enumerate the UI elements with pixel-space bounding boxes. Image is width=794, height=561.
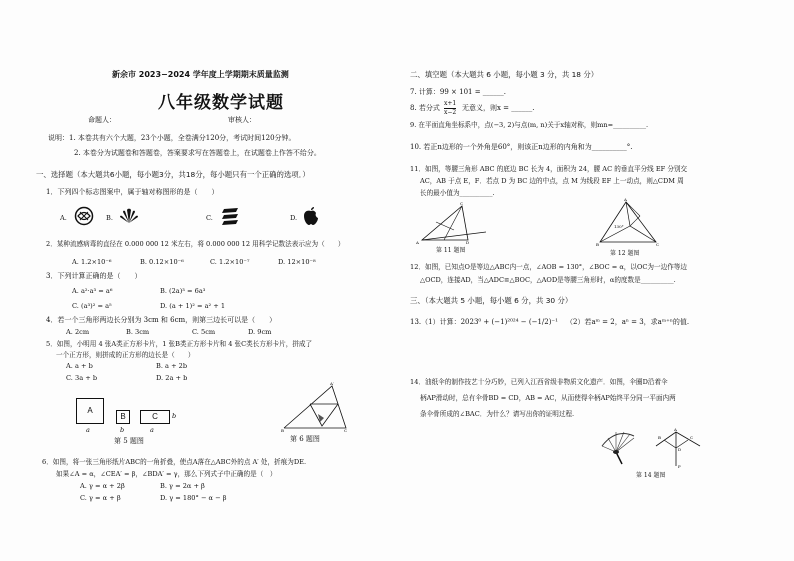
q11-text: 11．如图，等腰三角形 ABC 的底边 BC 长为 4，面积为 24，腰 AC 的垂直平分线 EF 分别交 <box>410 165 688 173</box>
q1-option-c: C. <box>206 214 213 222</box>
fig6-triangle-diagram <box>280 382 350 432</box>
q8-fraction-numerator: x+1 <box>444 100 457 107</box>
section2-heading: 二、填空题（本大题共 6 小题，每小题 3 分，共 18 分） <box>410 70 599 79</box>
instruction-line-2: 2. 本卷分为试题卷和答题卷，答案要求写在答题卷上，在试题卷上作答不给分。 <box>74 149 321 157</box>
q6-option-d: D. γ = 180° − α − β <box>160 494 227 502</box>
q1-text: 1．下列四个标志图案中，属于轴对称图形的是（ ） <box>46 188 219 196</box>
q6-option-c: C. γ = α + β <box>80 494 121 502</box>
q11-text-3: 长的最小值为__________. <box>420 189 495 197</box>
svg-text:A′: A′ <box>330 381 334 386</box>
stacked-bars-logo-icon <box>220 206 240 226</box>
fig12-equilateral-diagram <box>596 198 660 246</box>
q5-option-b: B. a + 2b <box>156 362 188 370</box>
q8-text-a: 8. 若分式 <box>410 104 440 112</box>
q1-option-b: B. <box>106 214 113 222</box>
q12-text-2: △OCD，连接AD，当△ADC≌△BOC，△AOD是等腰三角形时，α的度数是__________. <box>420 276 676 284</box>
q4-text: 4．若一个三角形两边长分别为 3cm 和 6cm，则第三边长可以是（ ） <box>46 316 277 324</box>
section1-heading: 一、选择题（本大题共6小题，每小题3分，共18分，每小题只有一个正确的选项．） <box>36 170 310 179</box>
q3-option-a: A. a²·a³ = a⁶ <box>72 287 113 295</box>
svg-text:B: B <box>281 428 284 433</box>
svg-text:C: C <box>460 201 464 206</box>
fig5-card-b: B <box>116 410 130 424</box>
q8-text-b: 无意义，则x = ______. <box>462 104 535 112</box>
q14-text: 14．油纸伞的制作技艺十分巧妙，已列入江西省级非物质文化遗产．如图，伞圈D沿着伞 <box>410 378 668 386</box>
svg-text:B: B <box>596 242 599 247</box>
fig5-label-c-side: b <box>172 412 177 420</box>
q5-option-c: C. 3a + b <box>66 374 98 382</box>
q13-part1: 13.（1）计算：2023⁰ + (−1)²⁰²⁴ − (−1/2)⁻¹ <box>410 318 558 326</box>
q6-option-a: A. γ = α + 2β <box>80 482 125 490</box>
svg-text:P: P <box>678 464 681 469</box>
huawei-logo-icon <box>118 206 140 226</box>
section3-heading: 三、（本大题共 5 小题，每小题 6 分，共 30 分） <box>410 296 573 305</box>
exam-title: 新余市 2023−2024 学年度上学期期末质量监测 <box>112 70 289 79</box>
q13-part2: （2）若aᵐ = 2，aⁿ = 3，求aᵐ⁺ⁿ的值. <box>566 318 690 326</box>
q6-option-b: B. γ = 2α + β <box>160 482 205 490</box>
q2-option-b: B. 0.12×10⁻⁶ <box>140 258 184 266</box>
q4-option-a: A. 2cm <box>66 328 90 336</box>
q5-text-2: 一个正方形，则拼成的正方形的边长是（ ） <box>56 351 195 359</box>
svg-text:A: A <box>624 197 627 202</box>
q4-option-b: B. 3cm <box>126 328 150 336</box>
fig14-umbrella-diagram <box>652 426 702 470</box>
q5-option-a: A. a + b <box>66 362 93 370</box>
fig5-card-a: A <box>76 398 104 424</box>
svg-text:A: A <box>416 240 419 245</box>
q2-option-a: A. 1.2×10⁻⁶ <box>72 258 112 266</box>
q6-text-2: 如果∠A = α，∠CEA′ = β，∠BDA′ = γ，那么下列式子中正确的是（ ） <box>56 470 277 478</box>
q1-option-d: D. <box>290 214 298 222</box>
fig5-caption: 第 5 题图 <box>114 437 144 445</box>
fig14-umbrella-photo <box>594 426 638 466</box>
q1-option-a: A. <box>60 214 67 222</box>
fig11-isosceles-diagram <box>414 202 494 244</box>
q10-text: 10. 若正n边形的一个外角是60°，则该正n边形的内角和为__________°. <box>410 143 633 151</box>
q5-text: 5．如图，小明用 4 张A类正方形卡片，1 张B类正方形卡片和 4 张C类长方形卡片，拼成了 <box>46 340 313 348</box>
fig12-caption: 第 12 题图 <box>610 250 640 257</box>
q12-text: 12．如图，已知点O是等边△ABC内一点，∠AOB = 130°，∠BOC = α，以OC为一边作等边 <box>410 263 687 271</box>
svg-text:B: B <box>658 435 661 440</box>
svg-text:A: A <box>674 427 677 432</box>
q4-option-c: C. 5cm <box>192 328 216 336</box>
q4-option-d: D. 9cm <box>248 328 272 336</box>
reviewer-label: 审核人： <box>228 116 256 124</box>
q11-text-2: AC，AB 于点 E，F．若点 D 为 BC 边的中点，点 M 为线段 EF 上一动点，则△CDM 周 <box>420 177 684 185</box>
q2-option-d: D. 12×10⁻⁸ <box>278 258 316 266</box>
q8-fraction-denominator: x−2 <box>444 109 457 116</box>
q2-text: 2．某种流感病毒的直径在 0.000 000 12 米左右，将 0.000 000 12 用科学记数法表示应为（ ） <box>46 240 345 248</box>
q5-option-d: D. 2a + b <box>156 374 188 382</box>
fig5-label-c-bottom: a <box>150 426 154 434</box>
q3-option-b: B. (2a)³ = 6a³ <box>160 287 206 295</box>
q6-text: 6．如图，将一张三角形纸片ABC的一角折叠，使点A落在△ABC外的点 A′ 处，折痕为DE. <box>42 458 307 466</box>
svg-text:D: D <box>466 240 470 245</box>
q3-text: 3．下列计算正确的是（ ） <box>46 272 142 280</box>
q7-text: 7. 计算：99 × 101 = ______. <box>410 88 507 96</box>
fig11-caption: 第 11 题图 <box>436 247 466 254</box>
q3-option-d: D. (a + 1)² = a² + 1 <box>160 302 226 310</box>
svg-text:C: C <box>656 242 660 247</box>
q14-text-2: 柄AP滑动时，总有伞骨BD = CD，AB = AC，从而使得伞柄AP始终平分同一平面内两 <box>420 394 676 402</box>
fig5-card-c: C <box>140 410 170 424</box>
q9-text: 9. 在平面直角坐标系中，点(−3, 2)与点(m, n)关于x轴对称，则mn=__________. <box>410 121 649 129</box>
china-mobile-logo-icon <box>74 206 94 226</box>
svg-text:130°: 130° <box>614 224 624 229</box>
q2-option-c: C. 1.2×10⁻⁷ <box>210 258 250 266</box>
apple-logo-icon <box>302 206 320 226</box>
fig6-caption: 第 6 题图 <box>290 435 320 443</box>
fig5-label-b: b <box>120 426 125 434</box>
author-label: 命题人： <box>88 116 116 124</box>
fig5-label-a: a <box>86 426 90 434</box>
svg-text:D: D <box>678 447 682 452</box>
svg-text:C: C <box>690 435 694 440</box>
subject-title: 八年级数学试题 <box>158 93 284 113</box>
q14-text-3: 条伞骨所成的∠BAC．为什么？请写出你的证明过程. <box>420 410 575 418</box>
svg-text:C: C <box>344 428 348 433</box>
fig14-caption: 第 14 题图 <box>636 472 666 479</box>
q3-option-c: C. (a³)² = a⁵ <box>72 302 112 310</box>
instruction-line-1: 说明：1. 本卷共有六个大题，23个小题，全卷满分120分，考试时间120分钟。 <box>48 134 296 142</box>
